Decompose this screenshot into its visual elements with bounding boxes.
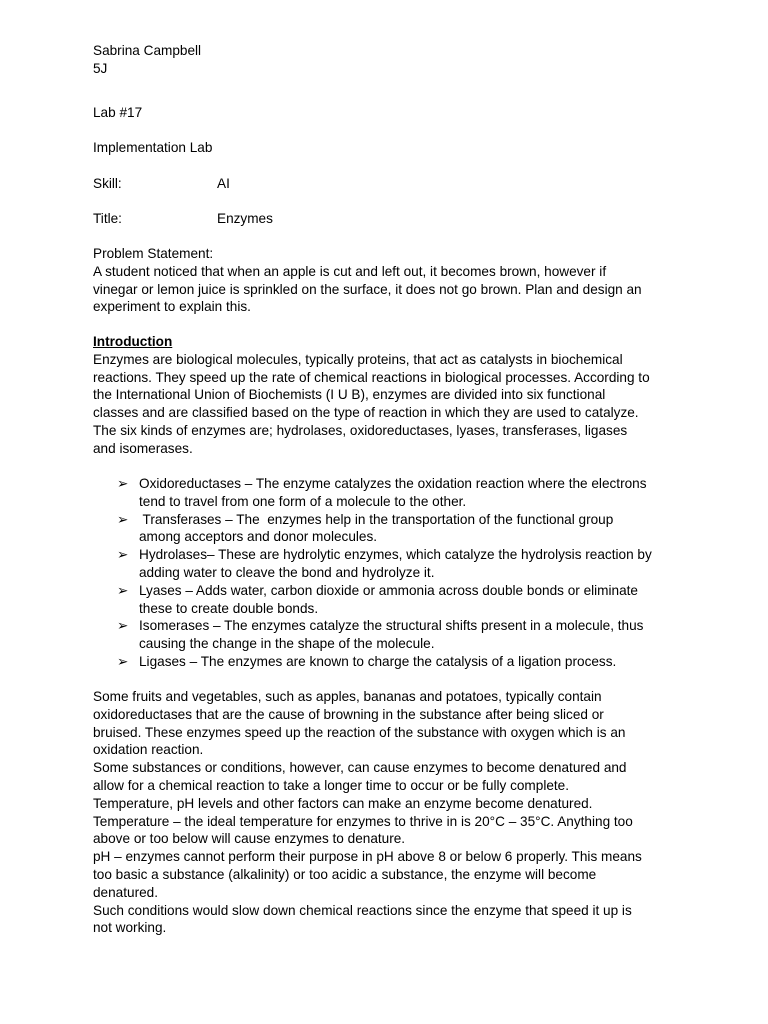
body-line: pH – enzymes cannot perform their purpose in pH above 8 or below 6 properly. This means (93, 849, 642, 865)
enzyme-list (117, 475, 687, 671)
arrow-bullet-icon: ➢ (117, 511, 129, 527)
body-line: not working. (93, 920, 167, 936)
enzyme-list-item (117, 582, 687, 618)
enzyme-item-line: Hydrolases– These are hydrolytic enzymes, which catalyze the hydrolysis reaction by (139, 547, 652, 563)
body-line: allow for a chemical reaction to take a longer time to occur or be fully complete. (93, 777, 570, 793)
arrow-bullet-icon: ➢ (117, 547, 129, 563)
body-line: Such conditions would slow down chemical reactions since the enzyme that speed it up is (93, 902, 632, 918)
class-code: 5J (93, 60, 108, 76)
problem-statement (93, 245, 683, 316)
enzyme-list-item (117, 653, 687, 671)
body-line: bruised. These enzymes speed up the reaction of the substance with oxygen which is an (93, 724, 626, 740)
title-value: Enzymes (217, 211, 273, 226)
intro-line: the International Union of Biochemists (I U B), enzymes are divided into six functional (93, 387, 606, 403)
body-line: oxidoreductases that are the cause of browning in the substance after being sliced or (93, 706, 604, 722)
student-info (93, 42, 683, 78)
introduction-heading: Introduction (93, 334, 173, 349)
enzyme-list-item (117, 511, 687, 547)
body-line: denatured. (93, 884, 159, 900)
enzyme-list-item (117, 475, 687, 511)
enzyme-item-line: Isomerases – The enzymes catalyze the structural shifts present in a molecule, thus (139, 618, 644, 634)
intro-line: and isomerases. (93, 440, 193, 456)
student-name: Sabrina Campbell (93, 43, 202, 58)
enzyme-item-line: Oxidoreductases – The enzyme catalyzes the oxidation reaction where the electrons (139, 476, 647, 491)
arrow-bullet-icon: ➢ (117, 618, 129, 634)
intro-line: reactions. They speed up the rate of chemical reactions in biological processes. According to (93, 369, 650, 385)
enzyme-list-item (117, 546, 687, 582)
problem-label: Problem Statement: (93, 246, 214, 261)
enzyme-item-line: tend to travel from one form of a molecule to the other. (139, 493, 467, 509)
skill-row (93, 175, 683, 193)
title-label: Title: (93, 211, 122, 226)
arrow-bullet-icon: ➢ (117, 582, 129, 598)
body-line: Some fruits and vegetables, such as apples, bananas and potatoes, typically contain (93, 689, 602, 704)
arrow-bullet-icon: ➢ (117, 476, 129, 491)
introduction-section (93, 333, 683, 458)
enzyme-item-line: adding water to cleave the bond and hydrolyze it. (139, 564, 435, 580)
problem-line: vinegar or lemon juice is sprinkled on the surface, it does not go brown. Plan and design an (93, 281, 642, 297)
problem-line: experiment to explain this. (93, 299, 251, 315)
enzyme-list-item (117, 617, 687, 653)
enzyme-item-line: causing the change in the shape of the molecule. (139, 636, 435, 652)
body-line: too basic a substance (alkalinity) or too acidic a substance, the enzyme will become (93, 866, 597, 882)
body-line: oxidation reaction. (93, 742, 204, 758)
enzyme-item-line: Ligases – The enzymes are known to charge the catalysis of a ligation process. (139, 653, 617, 669)
body-line: above or too below will cause enzymes to denature. (93, 831, 406, 847)
skill-value: AI (217, 176, 230, 191)
enzyme-item-line: Lyases – Adds water, carbon dioxide or ammonia across double bonds or eliminate (139, 582, 638, 598)
body-line: Some substances or conditions, however, can cause enzymes to become denatured and (93, 760, 627, 776)
intro-line: classes and are classified based on the type of reaction in which they are used to catalyze. (93, 405, 639, 421)
arrow-bullet-icon: ➢ (117, 653, 129, 669)
lab-type: Implementation Lab (93, 140, 213, 155)
body-line: Temperature, pH levels and other factors can make an enzyme become denatured. (93, 795, 593, 811)
enzyme-item-line: Transferases – The enzymes help in the transportation of the functional group (139, 511, 614, 527)
enzyme-item-line: among acceptors and donor molecules. (139, 529, 378, 545)
lab-number: Lab #17 (93, 105, 143, 120)
problem-line: A student noticed that when an apple is cut and left out, it becomes brown, however if (93, 263, 607, 279)
body-text (93, 688, 683, 937)
title-row (93, 210, 683, 228)
body-line: Temperature – the ideal temperature for enzymes to thrive in is 20°C – 35°C. Anything too (93, 813, 633, 829)
enzyme-item-line: these to create double bonds. (139, 600, 319, 616)
intro-line: The six kinds of enzymes are; hydrolases, oxidoreductases, lyases, transferases, ligases (93, 422, 628, 438)
intro-line: Enzymes are biological molecules, typically proteins, that act as catalysts in biochemical (93, 351, 623, 367)
skill-label: Skill: (93, 176, 122, 191)
